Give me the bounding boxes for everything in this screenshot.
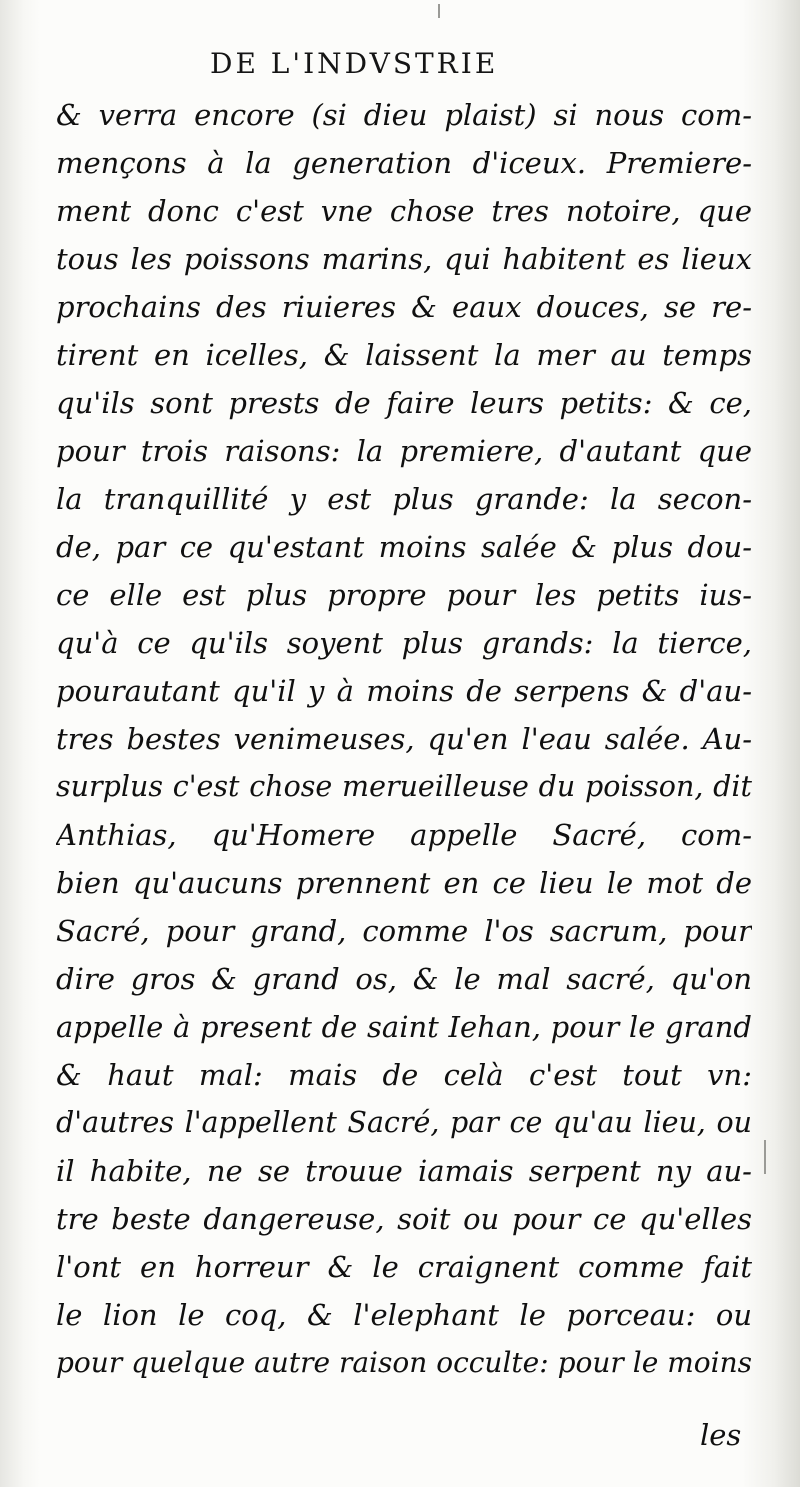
text-line: Anthias, qu'Homere appelle Sacré, com- [56, 818, 752, 852]
running-head: DE L'INDVSTRIE [210, 47, 499, 80]
text-line: bien qu'aucuns prennent en ce lieu le mot de [56, 866, 752, 900]
catchword: les [700, 1418, 742, 1452]
text-line: le lion le coq, & l'elephant le porceau: ou [56, 1298, 752, 1332]
text-line: surplus c'est chose merueilleuse du poisson, dit [56, 770, 752, 803]
body-text [56, 92, 752, 1392]
text-line: pour quelque autre raison occulte: pour le moins [56, 1346, 752, 1379]
text-line: d'autres l'appellent Sacré, par ce qu'au lieu, ou [56, 1106, 752, 1139]
text-line: ce elle est plus propre pour les petits ius- [56, 578, 752, 612]
text-line: ment donc c'est vne chose tres notoire, que [56, 194, 752, 228]
gutter-shadow [0, 0, 40, 1487]
text-line: pour trois raisons: la premiere, d'autant que [56, 434, 752, 468]
text-line: il habite, ne se trouue iamais serpent ny au- [56, 1154, 752, 1188]
text-line: prochains des riuieres & eaux douces, se re- [56, 290, 752, 324]
text-line: mençons à la generation d'iceux. Premiere- [56, 146, 752, 180]
right-margin-mark [764, 1140, 766, 1174]
text-line: tre beste dangereuse, soit ou pour ce qu'elles [56, 1202, 752, 1236]
text-line: qu'à ce qu'ils soyent plus grands: la tierce, [56, 626, 752, 660]
text-line: tous les poissons marins, qui habitent es lieux [56, 242, 752, 276]
text-line: tirent en icelles, & laissent la mer au temps [56, 338, 752, 372]
text-line: l'ont en horreur & le craignent comme fait [56, 1250, 752, 1284]
text-line: appelle à present de saint Iehan, pour le grand [56, 1010, 752, 1044]
text-line: la tranquillité y est plus grande: la secon- [56, 482, 752, 516]
text-line: & verra encore (si dieu plaist) si nous com- [56, 98, 752, 132]
text-line: pourautant qu'il y à moins de serpens & d'au- [56, 674, 752, 708]
text-line: de, par ce qu'estant moins salée & plus dou- [56, 530, 752, 564]
text-line: Sacré, pour grand, comme l'os sacrum, pour [56, 914, 752, 948]
text-line: dire gros & grand os, & le mal sacré, qu'on [56, 962, 752, 996]
top-margin-mark [438, 4, 440, 18]
text-line: & haut mal: mais de celà c'est tout vn: [56, 1058, 752, 1092]
text-line: tres bestes venimeuses, qu'en l'eau salée. Au- [56, 722, 752, 756]
text-line: qu'ils sont prests de faire leurs petits: & ce, [56, 386, 752, 420]
